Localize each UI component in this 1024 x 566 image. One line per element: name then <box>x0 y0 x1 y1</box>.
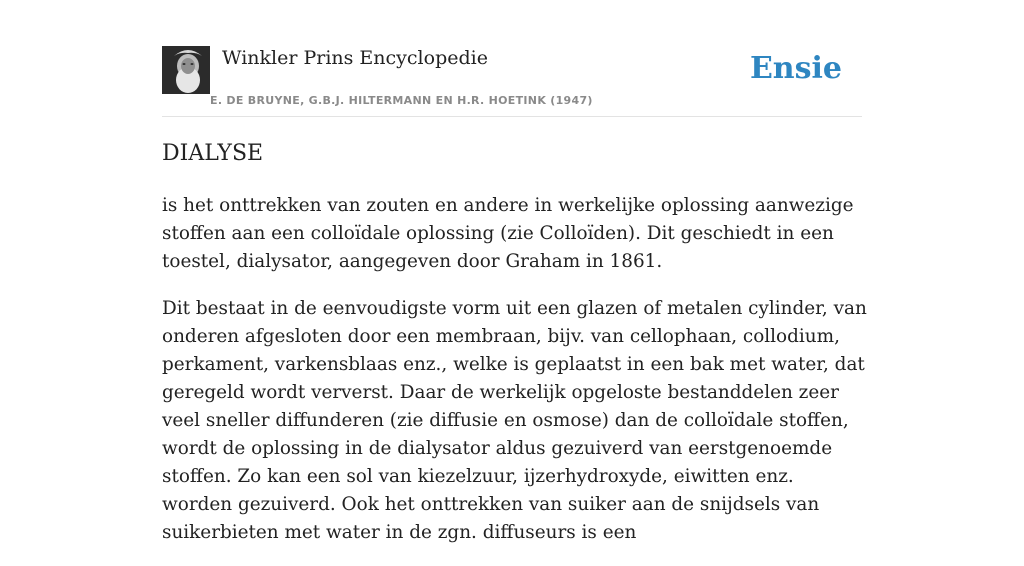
entry-content <box>162 192 867 566</box>
paragraph: is het onttrekken van zouten en andere in werkelijke oplossing aanwezige stoffen aan een colloïdale oplossing (zie Colloïden). Dit geschiedt in een toestel, dialysator, aangegeven door Graham in 1861. <box>162 195 854 272</box>
author-portrait-icon <box>162 46 210 94</box>
entry-title: DIALYSE <box>162 141 264 166</box>
author-avatar[interactable] <box>162 46 210 94</box>
book-title[interactable]: Winkler Prins Encyclopedie <box>222 47 488 69</box>
header <box>162 46 862 117</box>
brand-logo[interactable]: Ensie <box>749 51 842 86</box>
authors-line: E. DE BRUYNE, G.B.J. HILTERMANN EN H.R. HOETINK (1947) <box>210 94 593 107</box>
paragraph: Dit bestaat in de eenvoudigste vorm uit een glazen of metalen cylinder, van onderen afgesloten door een membraan, bijv. van cellophaan, collodium, perkament, varkensblaas enz., welke is geplaatst in een bak met water, dat geregeld wordt ververst. Daar de werkelijk opgeloste bestanddelen zeer veel sneller diffunderen (zie diffusie en osmose) dan de colloïdale stoffen, wordt de oplossing in de dialysator aldus gezuiverd van eerstgenoemde stoffen. Zo kan een sol van kiezelzuur, ijzerhydroxyde, eiwitten enz. worden gezuiverd. Ook het onttrekken van suiker aan de snijdsels van suikerbieten met water in de zgn. diffuseurs is een <box>162 298 867 543</box>
